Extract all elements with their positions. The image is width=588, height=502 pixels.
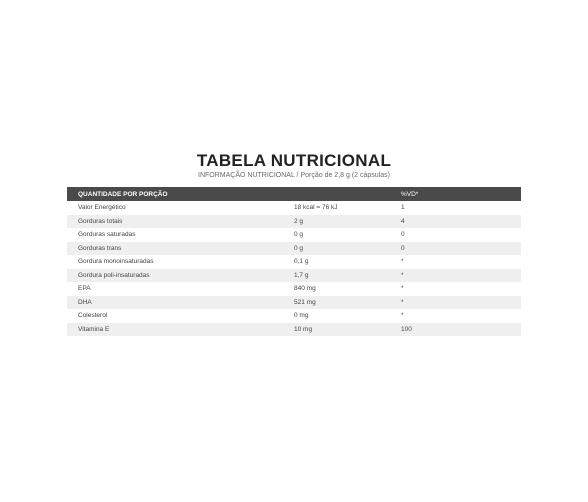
row-label: Gorduras saturadas	[78, 231, 136, 239]
row-label: Gorduras totais	[78, 217, 123, 225]
row-vd: 0	[401, 244, 405, 252]
row-vd: *	[401, 271, 404, 279]
row-amount: 0,1 g	[294, 258, 309, 266]
table-header-row	[67, 187, 521, 201]
row-amount: 2 g	[294, 217, 304, 225]
header-vd: %VD*	[401, 190, 419, 198]
row-vd: *	[401, 258, 404, 266]
row-amount: 0 g	[294, 244, 304, 252]
row-label: Colesterol	[78, 312, 108, 320]
table-row	[67, 242, 521, 256]
row-vd: *	[401, 312, 404, 320]
row-amount: 1,7 g	[294, 271, 309, 279]
row-amount: 18 kcal = 76 kJ	[294, 204, 338, 212]
header-label: QUANTIDADE POR PORÇÃO	[78, 190, 168, 198]
row-label: Gorduras trans	[78, 244, 122, 252]
row-vd: *	[401, 285, 404, 293]
row-amount: 840 mg	[294, 285, 316, 293]
page-title: TABELA NUTRICIONAL	[196, 151, 392, 170]
page-subtitle: INFORMAÇÃO NUTRICIONAL / Porção de 2,8 g (2 cápsulas)	[198, 172, 390, 179]
row-label: Valor Energético	[78, 204, 126, 212]
nutrition-table	[67, 187, 521, 336]
table-row	[67, 282, 521, 296]
table-row	[67, 296, 521, 310]
table-row	[67, 269, 521, 283]
table-row	[67, 228, 521, 242]
row-amount: 0 mg	[294, 312, 309, 320]
row-vd: 1	[401, 204, 405, 212]
table-row	[67, 255, 521, 269]
row-amount: 521 mg	[294, 298, 316, 306]
table-row	[67, 309, 521, 323]
row-label: DHA	[78, 298, 92, 306]
title-block	[0, 151, 588, 181]
row-amount: 10 mg	[294, 325, 313, 333]
table-row	[67, 201, 521, 215]
row-label: EPA	[78, 285, 91, 293]
row-vd: 0	[401, 231, 405, 239]
row-label: Gordura monoinsaturadas	[78, 258, 154, 266]
row-vd: 100	[401, 325, 412, 333]
row-amount: 0 g	[294, 231, 304, 239]
row-vd: *	[401, 298, 404, 306]
table-row	[67, 323, 521, 337]
row-label: Vitamina E	[78, 325, 110, 333]
row-label: Gordura poli-insaturadas	[78, 271, 150, 279]
table-row	[67, 215, 521, 229]
row-vd: 4	[401, 217, 405, 225]
